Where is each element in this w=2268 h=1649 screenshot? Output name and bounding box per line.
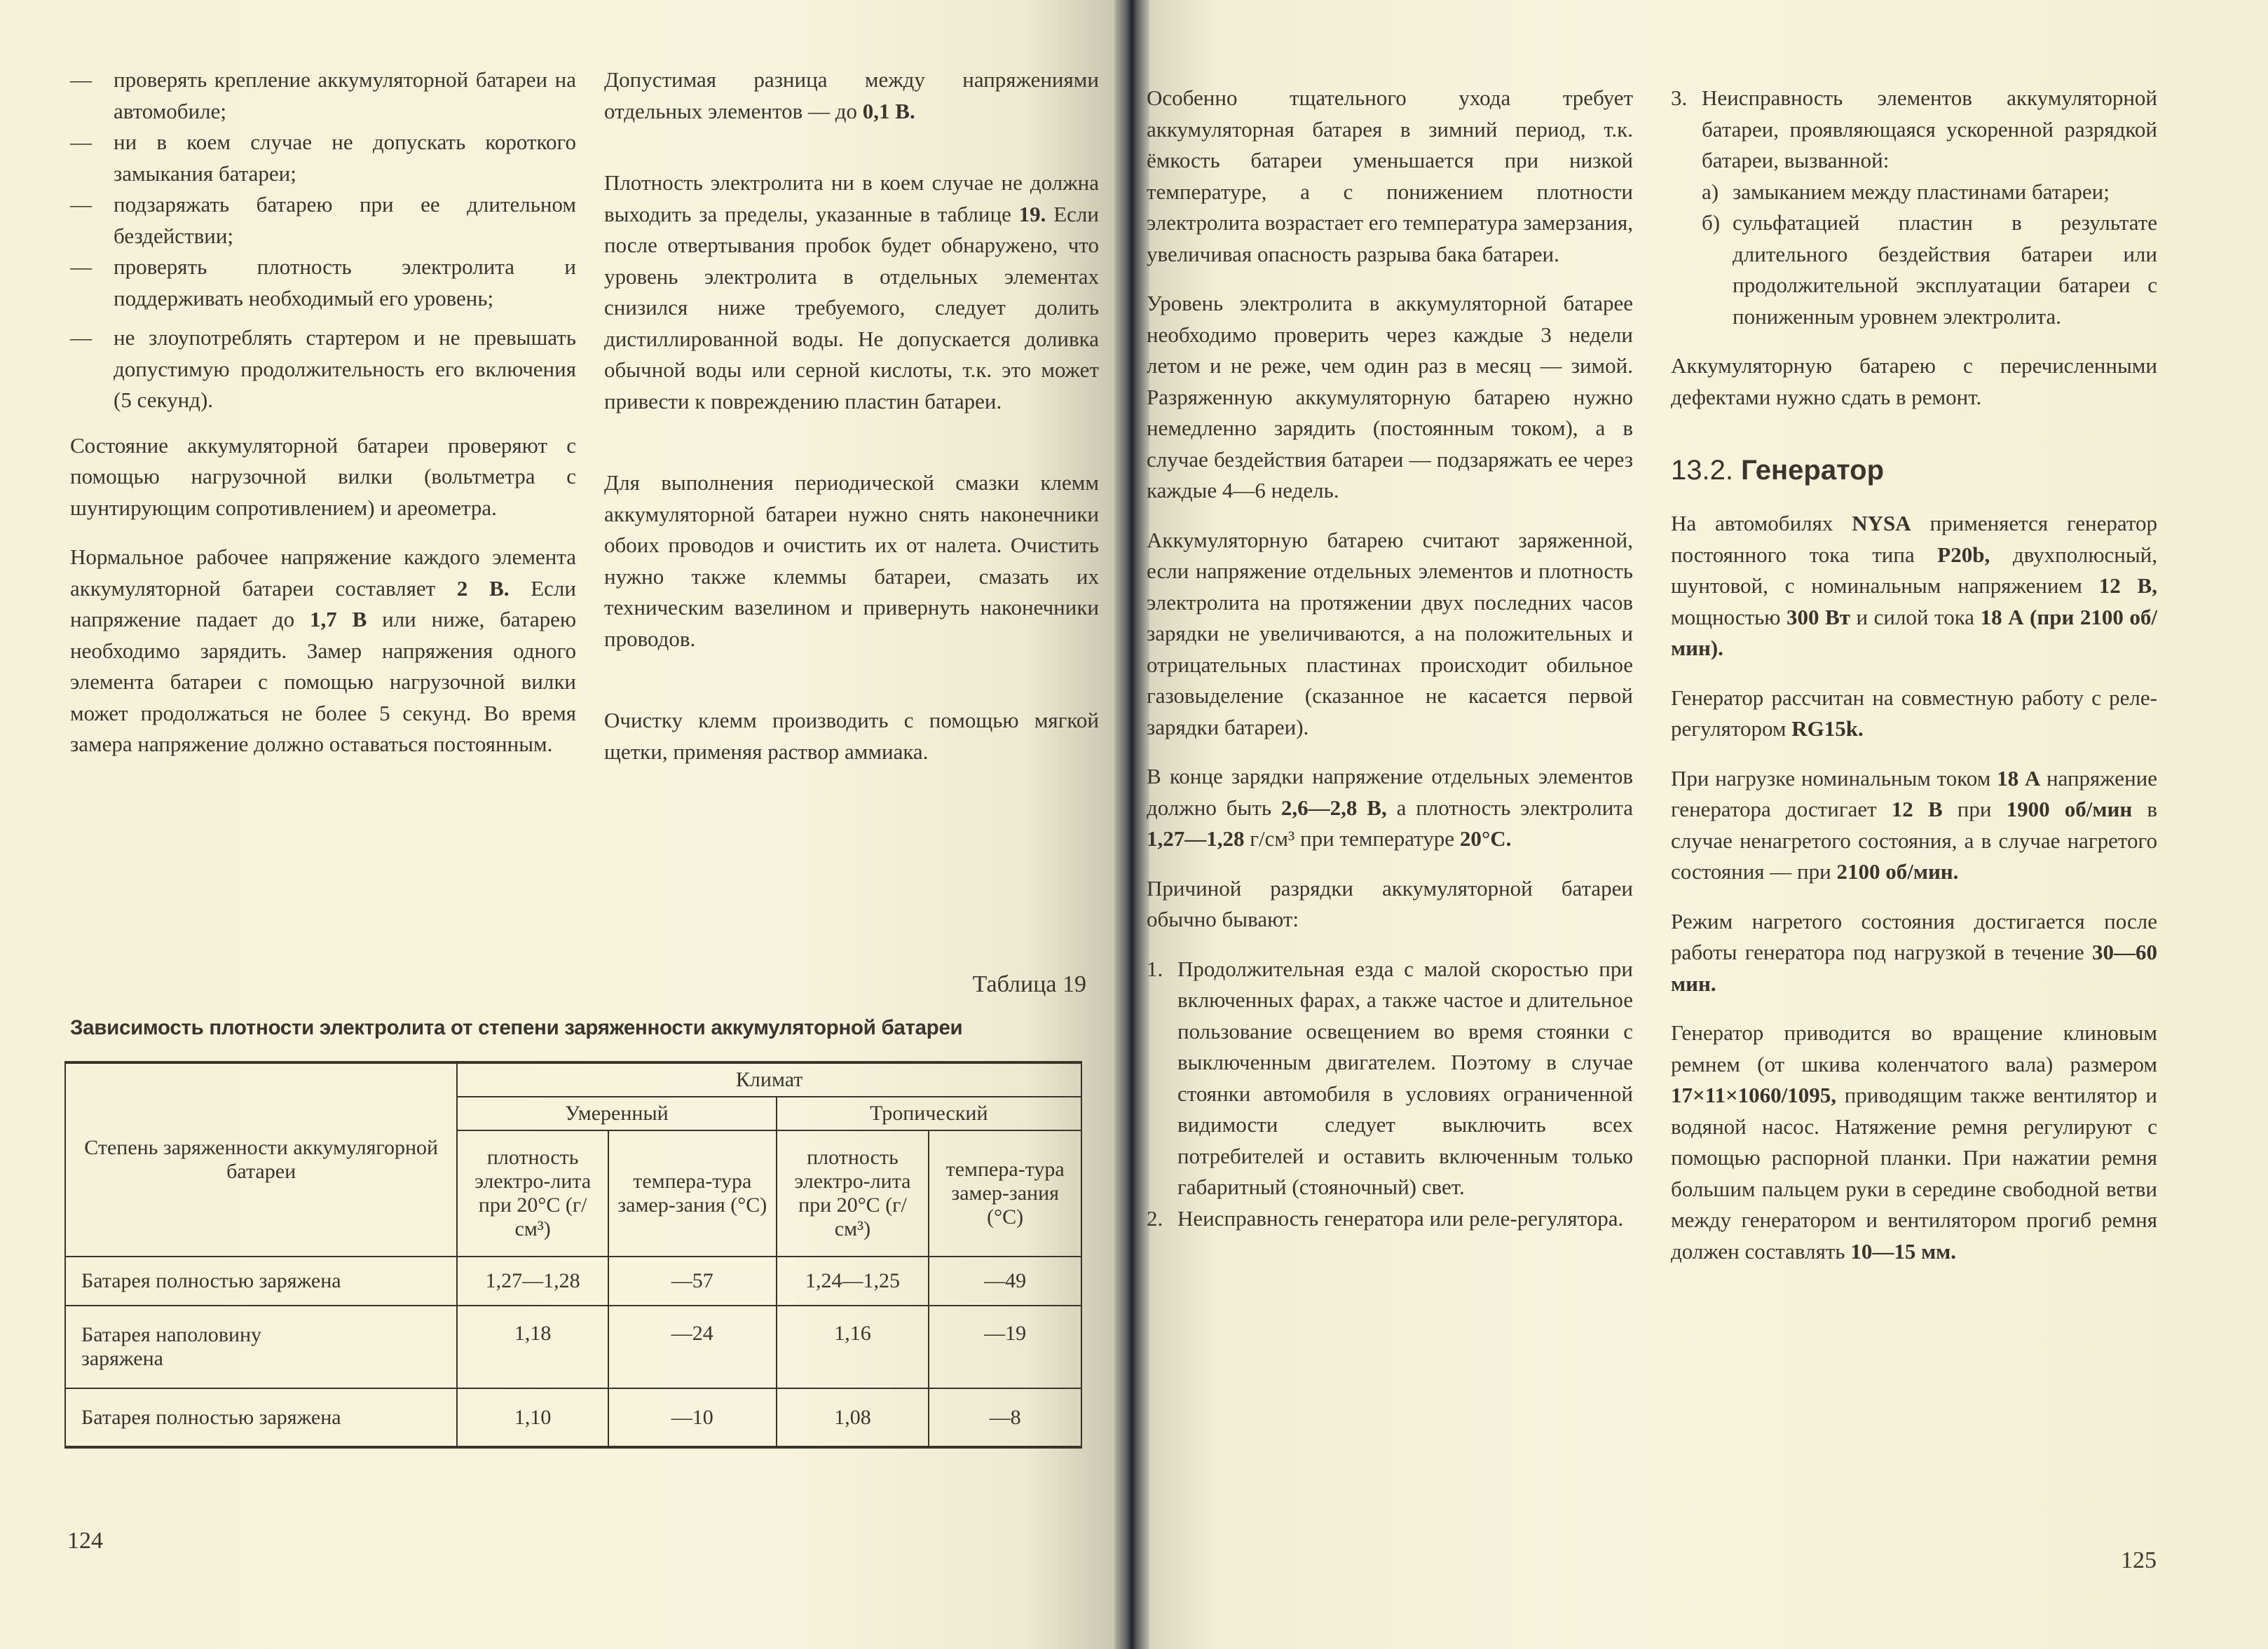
- sub-list-mark: б): [1702, 210, 1721, 235]
- table-caption: Таблица 19: [972, 971, 1086, 997]
- text: Плотность электролита ни в коем случае не должна выходить за пределы, указанные в таблице: [604, 170, 1099, 226]
- paragraph: [604, 167, 1099, 417]
- sub-list: [1702, 177, 2157, 333]
- row-header-label: Степень заряженности аккумулягорной батареи: [65, 1062, 457, 1257]
- list-item-text: ни в коем случае не допускать короткого замыкания батареи;: [114, 130, 576, 186]
- bold-value: 18 А: [1997, 765, 2041, 791]
- list-number: 3.: [1671, 85, 1688, 110]
- section-title: Генератор: [1741, 455, 1884, 486]
- group-header-tropical: Тропический: [777, 1097, 1081, 1130]
- table-cell: —49: [929, 1257, 1081, 1306]
- table-cell: 1,10: [457, 1388, 608, 1447]
- text: Режим нагретого состояния достигается после работы генератора под нагрузкой в течение: [1671, 908, 2157, 964]
- list-item-text: проверять плотность электролита и поддерживать необходимый его уровень;: [114, 254, 576, 310]
- paragraph: [1671, 906, 2157, 1000]
- right-column-2: [1671, 83, 2157, 1285]
- bold-value: 0,1 В.: [862, 98, 915, 123]
- paragraph: Аккумуляторную батарею с перечисленными дефектами нужно сдать в ремонт.: [1671, 353, 2157, 409]
- list-number: 1.: [1147, 956, 1163, 981]
- text: напряжение генератора достигает: [1671, 765, 2158, 821]
- table-cell: 1,27—1,28: [457, 1257, 608, 1306]
- bold-value: 1,27—1,28: [1147, 826, 1245, 851]
- table-cell: 1,08: [777, 1388, 929, 1447]
- paragraph: Состояние аккумуляторной батареи проверяют с помощью нагрузочной вилки (вольтметра с шунтирующим сопротивлением) и ареометра.: [70, 432, 576, 520]
- list-item: [70, 322, 576, 416]
- text: и силой тока: [1850, 604, 1981, 629]
- group-header-temperate: Умеренный: [457, 1097, 776, 1130]
- row-label: Батарея полностью заряжена: [65, 1257, 457, 1306]
- table-title: Зависимость плотности электролита от степени заряженности аккумуляторной батареи: [70, 1016, 963, 1039]
- bold-value: 1,7 В: [310, 607, 367, 631]
- table-row: [65, 1257, 1081, 1306]
- dash-marker: —: [70, 254, 92, 279]
- paragraph: [1671, 508, 2157, 664]
- text: В конце зарядки напряжение отдельных элементов должно быть: [1147, 764, 1633, 820]
- text: Генератор рассчитан на совместную работу с реле-регулятором: [1671, 685, 2157, 741]
- column-header: темпера-тура замер-зания (°С): [929, 1130, 1081, 1257]
- column-header: темпера-тура замер-зания (°С): [608, 1130, 777, 1257]
- maintenance-list: [70, 64, 576, 416]
- text: мощностью: [1671, 604, 1787, 629]
- table-cell: —10: [608, 1388, 777, 1447]
- list-item: [70, 64, 576, 127]
- list-item: [1671, 83, 2157, 332]
- paragraph: [1671, 683, 2157, 745]
- section-number: 13.2.: [1671, 455, 1733, 486]
- bold-value: RG15k.: [1791, 716, 1864, 741]
- bold-value: 2 В.: [456, 575, 510, 601]
- page-number-right: 125: [2121, 1547, 2157, 1573]
- list-number: 2.: [1147, 1205, 1163, 1231]
- text: в случае ненагретого состояния, а в случае нагретого состояния — при: [1671, 797, 2158, 884]
- left-column-1: [70, 64, 576, 779]
- table-cell: —24: [608, 1306, 777, 1388]
- sub-list-item: [1702, 207, 2157, 332]
- table-cell: —57: [608, 1257, 777, 1306]
- paragraph: [1671, 763, 2157, 888]
- list-item-text: Неисправность генератора или реле-регулятора.: [1177, 1205, 1624, 1231]
- paragraph: Особенно тщательного ухода требует аккумуляторная батарея в зимний период, т.к. ёмкость батареи уменьшается при низкой температуре, а с понижением плотности электролита возрастает его температура замерзания, увеличивая опасность разрыва бака батареи.: [1147, 85, 1633, 266]
- column-header: плотность электро-лита при 20°С (г/см³): [457, 1130, 608, 1257]
- dash-marker: —: [70, 325, 92, 350]
- dash-marker: —: [70, 130, 92, 154]
- list-item-text: проверять крепление аккумуляторной батареи на автомобиле;: [114, 67, 576, 123]
- left-column-2: [604, 64, 1099, 786]
- dash-marker: —: [70, 67, 92, 92]
- sub-list-mark: а): [1702, 179, 1719, 204]
- paragraph: [1147, 761, 1633, 855]
- paragraph: Уровень электролита в аккумуляторной батарее необходимо проверить через каждые 3 недели летом и не реже, чем один раз в месяц — зимой. Разряженную аккумуляторную батарею нужно немедленно зарядить (постоянным током), а в случае бездействия батареи — подзаряжать ее через каждые 4—6 недель.: [1147, 291, 1633, 502]
- table-cell: 1,24—1,25: [777, 1257, 929, 1306]
- bold-value: 18 А (при 2100 об/мин).: [1671, 604, 2158, 660]
- list-item-text: не злоупотреблять стартером и не превышать допустимую продолжительность его включения (5 секунд).: [114, 325, 576, 412]
- text: при: [1942, 797, 2007, 821]
- table-cell: —8: [929, 1388, 1081, 1447]
- bold-value: 2,6—2,8 В,: [1280, 795, 1387, 820]
- bold-value: 19.: [1018, 201, 1046, 226]
- table-row: [65, 1388, 1081, 1447]
- climate-header: Климат: [457, 1062, 1081, 1097]
- table-cell: 1,16: [777, 1306, 929, 1388]
- list-item: [1147, 954, 1633, 1203]
- list-item-text: Неисправность элементов аккумуляторной батареи, проявляющаяся ускоренной разрядкой батареи, вызванной:: [1702, 85, 2157, 172]
- bold-value: 20°С.: [1459, 826, 1512, 851]
- bold-value: 10—15 мм.: [1850, 1238, 1957, 1264]
- paragraph: [1671, 1018, 2157, 1267]
- paragraph: [604, 64, 1099, 127]
- text: Генератор приводится во вращение клиновым ремнем (от шкива коленчатого вала) размером: [1671, 1020, 2157, 1076]
- page-number-left: 124: [67, 1528, 103, 1554]
- electrolyte-density-table: [64, 1061, 1082, 1449]
- list-item-text: подзаряжать батарею при ее длительном бездействии;: [114, 192, 576, 248]
- list-item: [70, 189, 576, 252]
- causes-list-continued: [1671, 83, 2157, 332]
- text: Допустимая разница между напряжениями отдельных элементов — до: [604, 67, 1099, 123]
- paragraph: Причиной разрядки аккумуляторной батареи обычно бывают:: [1147, 875, 1633, 931]
- paragraph: Аккумуляторную батарею считают заряженной, если напряжение отдельных элементов и плотность электролита на протяжении двух последних часов зарядки не увеличиваются, а на положительных и отрицательных пластинах происходит обильное газовыделение (сказанное не касается первой зарядки батареи).: [1147, 527, 1633, 739]
- text: Нормальное рабочее напряжение каждого элемента аккумуляторной батареи составляет: [70, 545, 576, 601]
- column-header: плотность электро-лита при 20°С (г/см³): [777, 1130, 929, 1257]
- paragraph: Для выполнения периодической смазки клемм аккумуляторной батареи нужно снять наконечники обоих проводов и очистить их от налета. Очистить нужно также клеммы батареи, смазать их техническим вазелином и привернуть наконечники проводов.: [604, 470, 1099, 651]
- text: двухполюсный, шунтовой, с номинальным напряжением: [1671, 542, 2157, 598]
- table-cell: 1,18: [457, 1306, 608, 1388]
- text: На автомобилях: [1671, 511, 1852, 535]
- bold-value: 300 Вт: [1787, 604, 1850, 629]
- row-label: Батарея наполовину заряжена: [65, 1306, 457, 1388]
- sub-list-text: замыканием между пластинами батареи;: [1733, 179, 2110, 204]
- bold-value: 2100 об/мин.: [1836, 859, 1959, 884]
- bold-value: NYSA: [1852, 511, 1911, 535]
- table-row: [65, 1306, 1081, 1388]
- book-spine: [1114, 0, 1149, 1649]
- dash-marker: —: [70, 192, 92, 217]
- text: Если после отвертывания пробок будет обнаружено, что уровень электролита в отдельных элементах снизился ниже требуемого, следует долить дистиллированной воды. Не допускается доливка обычной воды или серной кислоты, т.к. это может привести к повреждению пластин батареи.: [604, 201, 1099, 413]
- table-cell: —19: [929, 1306, 1081, 1388]
- paragraph: [70, 542, 576, 760]
- bold-value: 1900 об/мин: [2006, 797, 2133, 821]
- text: Если напряжение падает до: [70, 575, 576, 631]
- right-column-1: [1147, 83, 1633, 1234]
- bold-value: P20b,: [1937, 542, 1990, 567]
- bold-value: 30—60 мин.: [1671, 940, 2157, 996]
- text: г/см³ при температуре: [1244, 826, 1460, 851]
- text: приводящим также вентилятор и водяной насос. Натяжение ремня регулируют с помощью распорной планки. При нажатии ремня большим пальцем руки в середине свободной ветви между генератором и вентилятором прогиб ремня должен составлять: [1671, 1083, 2157, 1264]
- section-heading: [1671, 453, 2157, 487]
- sub-list-item: [1702, 177, 2157, 208]
- text: При нагрузке номинальным током: [1671, 765, 1997, 791]
- bold-value: 17×11×1060/1095,: [1671, 1083, 1836, 1107]
- bold-value: 12 В,: [2098, 573, 2157, 598]
- row-label: Батарея полностью заряжена: [65, 1388, 457, 1447]
- list-item-text: Продолжительная езда с малой скоростью при включенных фарах, а также частое и длительное пользование освещением во время стоянки с выключенным двигателем. Поэтому в случае стоянки автомобиля в условиях ограниченной видимости следует выключить всех потребителей и оставить включенным только габаритный (стояночный) свет.: [1177, 956, 1633, 1199]
- list-item: [70, 252, 576, 314]
- list-item: [1147, 1203, 1633, 1235]
- text: применяется генератор постоянного тока типа: [1671, 511, 2157, 567]
- sub-list-text: сульфатацией пластин в результате длительного бездействия батареи или продолжительной эксплуатации батареи с пониженным уровнем электролита.: [1733, 210, 2157, 329]
- causes-list: [1147, 954, 1633, 1235]
- text: а плотность электролита: [1386, 795, 1633, 820]
- list-item: [70, 127, 576, 189]
- paragraph: Очистку клемм производить с помощью мягкой щетки, применяя раствор аммиака.: [604, 708, 1099, 764]
- text: или ниже, батарею необходимо зарядить. Замер напряжения одного элемента батареи с помощью нагрузочной вилки может продолжаться не более 5 секунд. Во время замера напряжение должно оставаться постоянным.: [70, 607, 576, 756]
- bold-value: 12 В: [1891, 797, 1943, 821]
